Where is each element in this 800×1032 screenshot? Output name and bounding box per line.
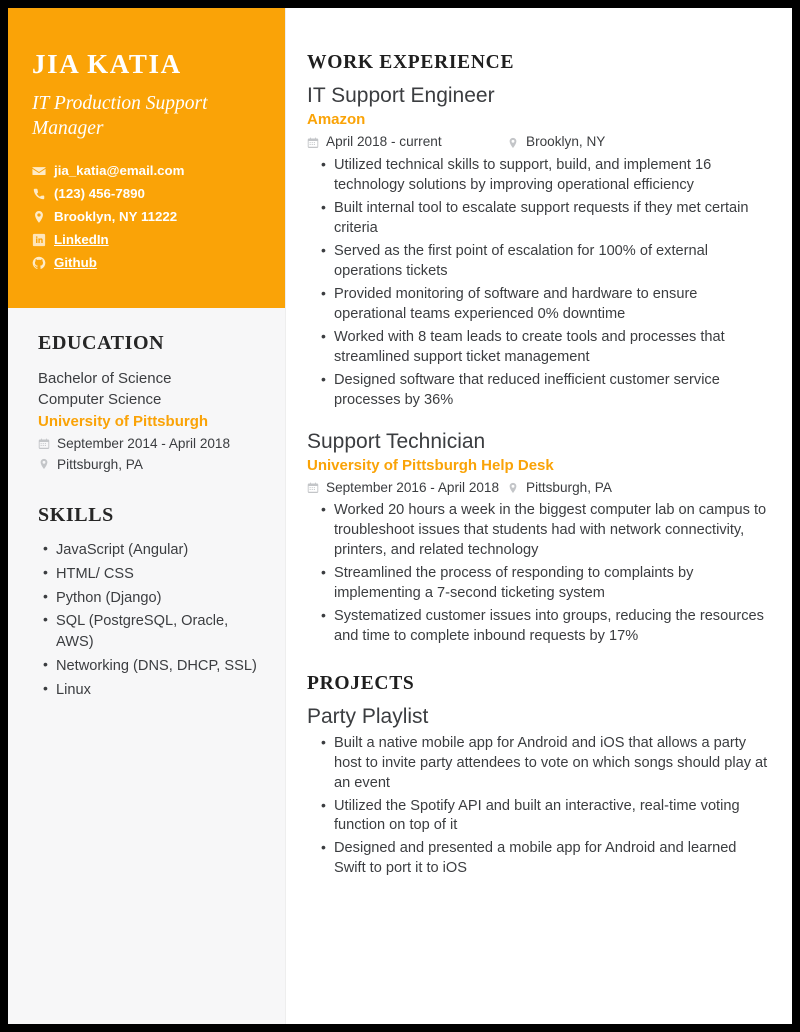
contact-email-text: jia_katia@email.com	[54, 162, 185, 178]
work-location-cell	[507, 478, 612, 498]
contact-linkedin-text: LinkedIn	[54, 231, 109, 247]
skills-heading: SKILLS	[38, 504, 114, 527]
work-bullets	[307, 156, 771, 411]
work-meta	[307, 478, 771, 498]
list-item: • Built internal tool to escalate support requests if they met certain criteria	[334, 199, 771, 239]
contact-location-text: Brooklyn, NY 11222	[54, 208, 178, 224]
list-item: • JavaScript (Angular)	[56, 540, 261, 561]
work-experience-section	[307, 52, 771, 647]
contact-item-github[interactable]	[32, 256, 261, 270]
work-location: Pittsburgh, PA	[526, 480, 612, 496]
sidebar	[8, 8, 286, 1024]
project-title: Party Playlist	[307, 705, 429, 729]
map-pin-icon	[507, 137, 519, 149]
sidebar-header	[8, 8, 285, 308]
work-location: Brooklyn, NY	[526, 134, 606, 150]
phone-icon	[32, 187, 46, 201]
education-school: University of Pittsburgh	[38, 412, 209, 430]
contact-item-location	[32, 210, 261, 224]
education-dates-row	[38, 434, 261, 454]
work-meta	[307, 132, 771, 152]
github-icon	[32, 256, 46, 270]
work-dates-cell	[307, 478, 507, 498]
education-dates: September 2014 - April 2018	[57, 435, 231, 451]
list-item: • Provided monitoring of software and hardware to ensure operational teams experienced 0% downtime	[334, 285, 771, 325]
list-item: • Worked 20 hours a week in the biggest computer lab on campus to troubleshoot issues that students had with network connectivity, printers, and related technology	[334, 501, 771, 561]
list-item: • Served as the first point of escalation for 100% of external operations tickets	[334, 242, 771, 282]
map-pin-icon	[38, 458, 50, 470]
list-item: • HTML/ CSS	[56, 564, 261, 585]
candidate-job-title: IT Production Support Manager	[32, 92, 208, 139]
resume-page	[8, 8, 792, 1024]
education-section	[38, 332, 261, 474]
work-location-cell	[507, 132, 605, 152]
education-degree: Bachelor of Science	[38, 370, 172, 387]
linkedin-icon	[32, 233, 46, 247]
sidebar-body	[8, 308, 285, 700]
work-role: Support Technician	[307, 429, 486, 453]
map-pin-icon	[507, 482, 519, 494]
skills-section	[38, 504, 261, 700]
work-org: University of Pittsburgh Help Desk	[307, 456, 554, 474]
list-item: • SQL (PostgreSQL, Oracle, AWS)	[56, 611, 261, 652]
education-location-row	[38, 455, 261, 475]
list-item: • Designed software that reduced inefficient customer service processes by 36%	[334, 371, 771, 411]
projects-section	[307, 673, 771, 879]
contact-item-linkedin[interactable]	[32, 233, 261, 247]
calendar-icon	[307, 137, 319, 149]
list-item: • Systematized customer issues into groups, reducing the resources and time to complete inbound requests by 17%	[334, 607, 771, 647]
list-item: • Linux	[56, 680, 261, 701]
work-dates-cell	[307, 132, 507, 152]
education-field: Computer Science	[38, 391, 162, 409]
main-content	[286, 8, 792, 1024]
map-pin-icon	[32, 210, 46, 224]
education-location: Pittsburgh, PA	[57, 456, 143, 472]
work-role: IT Support Engineer	[307, 84, 495, 107]
list-item: • Utilized technical skills to support, build, and implement 16 technology solutions by improving operational efficiency	[334, 156, 771, 196]
work-bullets	[307, 501, 771, 647]
list-item: • Networking (DNS, DHCP, SSL)	[56, 656, 261, 677]
work-entry	[307, 429, 771, 648]
project-entry	[307, 704, 771, 879]
list-item: • Utilized the Spotify API and built an interactive, real-time voting function on top of it	[334, 797, 771, 837]
work-experience-heading: WORK EXPERIENCE	[307, 52, 515, 73]
work-dates: September 2016 - April 2018	[326, 480, 500, 496]
list-item: • Python (Django)	[56, 588, 261, 609]
education-heading: EDUCATION	[38, 332, 165, 354]
contact-github-text: Github	[54, 254, 97, 270]
contact-list	[32, 164, 261, 270]
projects-heading: PROJECTS	[307, 673, 415, 695]
contact-phone-text: (123) 456-7890	[54, 185, 145, 201]
envelope-icon	[32, 164, 46, 178]
contact-item-phone[interactable]	[32, 187, 261, 201]
candidate-name: JIA KATIA	[32, 49, 182, 79]
calendar-icon	[38, 438, 50, 450]
list-item: • Worked with 8 team leads to create tools and processes that streamlined support ticket management	[334, 328, 771, 368]
list-item: • Designed and presented a mobile app for Android and learned Swift to port it to iOS	[334, 839, 771, 879]
work-dates: April 2018 - current	[326, 134, 442, 150]
work-org: Amazon	[307, 111, 366, 129]
work-entry	[307, 83, 771, 411]
list-item: • Streamlined the process of responding to complaints by implementing a 7-second ticketing system	[334, 564, 771, 604]
contact-item-email[interactable]	[32, 164, 261, 178]
skills-list	[38, 540, 261, 700]
calendar-icon	[307, 482, 319, 494]
project-bullets	[307, 734, 771, 880]
list-item: • Built a native mobile app for Android and iOS that allows a party host to invite party attendees to vote on which songs should play at an event	[334, 734, 771, 794]
